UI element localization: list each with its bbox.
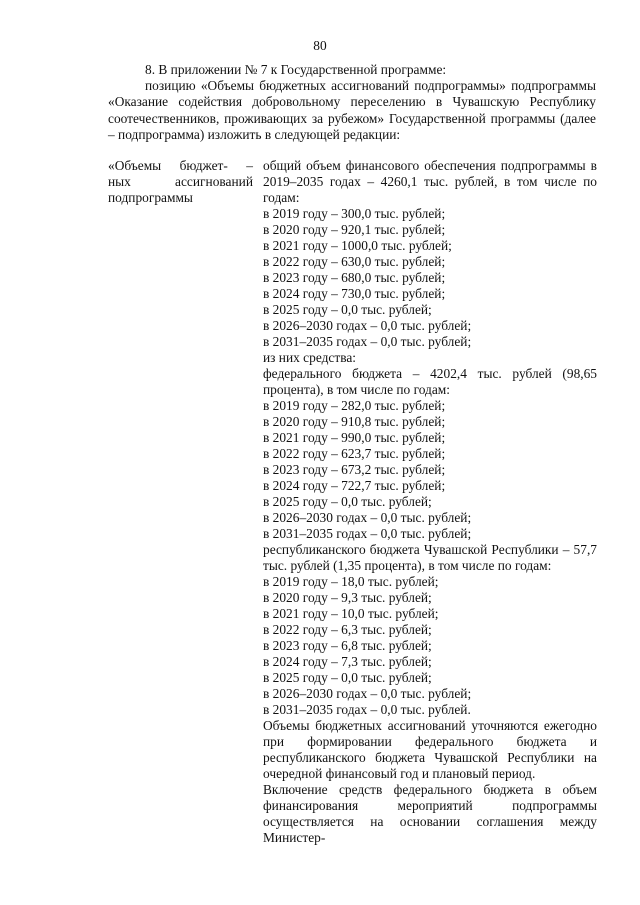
funding-line: в 2023 году – 680,0 тыс. рублей; (263, 270, 446, 285)
label-word: ных (108, 174, 131, 189)
funding-line: в 2031–2035 годах – 0,0 тыс. рублей; (263, 334, 472, 349)
position-label (108, 158, 253, 206)
label-word: бюджет- (179, 158, 228, 173)
amendment-paragraph: позицию «Объемы бюджетных ассигнований подпрограммы» подпрограммы «Оказание содействия добровольному переселению в Чувашскую Республику соотечественников, проживающих за рубежом» Государственной программы (далее – подпрограмма) изложить в следующей редакции: (108, 78, 596, 142)
funding-line: в 2026–2030 годах – 0,0 тыс. рублей; (263, 510, 472, 525)
position-label-line: подпрограммы (108, 190, 193, 205)
page-number: 80 (313, 38, 327, 53)
funding-line: в 2020 году – 9,3 тыс. рублей; (263, 590, 432, 605)
funding-line: в 2031–2035 годах – 0,0 тыс. рублей. (263, 702, 471, 717)
funding-line: в 2025 году – 0,0 тыс. рублей; (263, 670, 432, 685)
funding-sources-heading: из них средства: (263, 350, 357, 365)
funding-line: в 2021 году – 1000,0 тыс. рублей; (263, 238, 452, 253)
federal-budget-paragraph: федерального бюджета – 4202,4 тыс. рублей (98,65 процента), в том числе по годам: (263, 366, 597, 397)
funding-line: в 2024 году – 730,0 тыс. рублей; (263, 286, 446, 301)
total-funding-paragraph: общий объем финансового обеспечения подпрограммы в 2019–2035 годах – 4260,1 тыс. рублей, в том числе по годам: (263, 158, 597, 205)
funding-line: в 2020 году – 920,1 тыс. рублей; (263, 222, 446, 237)
clarification-paragraph: Объемы бюджетных ассигнований уточняются ежегодно при формировании федерального бюджета и республиканского бюджета Чувашской Республики на очередной финансовый год и плановый период. (263, 718, 597, 781)
funding-line: в 2025 году – 0,0 тыс. рублей; (263, 494, 432, 509)
position-label-line (108, 158, 253, 174)
funding-line: в 2026–2030 годах – 0,0 тыс. рублей; (263, 686, 472, 701)
amendment-item: 8. В приложении № 7 к Государственной программе: (145, 62, 447, 77)
funding-line: в 2021 году – 10,0 тыс. рублей; (263, 606, 439, 621)
funding-line: в 2023 году – 6,8 тыс. рублей; (263, 638, 432, 653)
label-word: ассигнований (175, 174, 253, 189)
funding-line: в 2022 году – 6,3 тыс. рублей; (263, 622, 432, 637)
republican-budget-paragraph: республиканского бюджета Чувашской Республики – 57,7 тыс. рублей (1,35 процента), в том числе по годам: (263, 542, 597, 573)
funding-line: в 2022 году – 630,0 тыс. рублей; (263, 254, 446, 269)
funding-line: в 2022 году – 623,7 тыс. рублей; (263, 446, 446, 461)
label-word: «Объемы (108, 158, 162, 173)
funding-line: в 2025 году – 0,0 тыс. рублей; (263, 302, 432, 317)
intro-section (108, 62, 596, 143)
funding-line: в 2023 году – 673,2 тыс. рублей; (263, 462, 446, 477)
funding-line: в 2021 году – 990,0 тыс. рублей; (263, 430, 446, 445)
funding-line: в 2019 году – 18,0 тыс. рублей; (263, 574, 439, 589)
position-label-line (108, 174, 253, 190)
position-content (263, 158, 597, 846)
funding-line: в 2019 году – 300,0 тыс. рублей; (263, 206, 446, 221)
funding-line: в 2019 году – 282,0 тыс. рублей; (263, 398, 446, 413)
funding-line: в 2024 году – 7,3 тыс. рублей; (263, 654, 432, 669)
funding-line: в 2026–2030 годах – 0,0 тыс. рублей; (263, 318, 472, 333)
funding-line: в 2020 году – 910,8 тыс. рублей; (263, 414, 446, 429)
funding-line: в 2024 году – 722,7 тыс. рублей; (263, 478, 446, 493)
inclusion-paragraph: Включение средств федерального бюджета в объем финансирования мероприятий подпрограммы осуществляется на основании соглашения между Министер- (263, 782, 597, 845)
label-word: – (246, 158, 253, 173)
funding-line: в 2031–2035 годах – 0,0 тыс. рублей; (263, 526, 472, 541)
